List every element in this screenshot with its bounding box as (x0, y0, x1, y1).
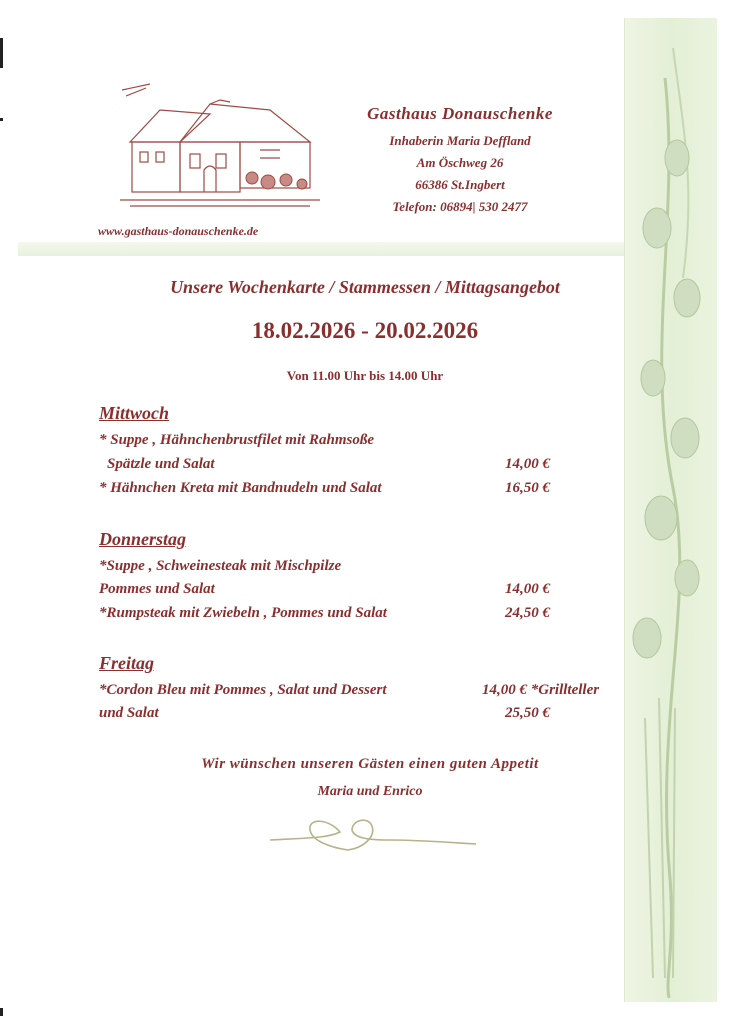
menu-price: 14,00 € *Grillteller (482, 682, 600, 698)
menu-item: *Suppe , Schweinesteak mit Mischpilze (99, 558, 342, 574)
heart-flourish-icon (268, 808, 478, 858)
menu-item: * Hähnchen Kreta mit Bandnudeln und Salat (99, 480, 382, 496)
day-heading-freitag: Freitag (99, 653, 155, 673)
menu-item: Spätzle und Salat (107, 456, 215, 472)
closing-wish: Wir wünschen unseren Gästen einen guten Appetit (201, 756, 539, 772)
day-heading-donnerstag: Donnerstag (99, 529, 187, 549)
scan-edge-mark (0, 118, 3, 121)
inn-house-sketch-icon (120, 82, 320, 212)
date-range: 18.02.2026 - 20.02.2026 (251, 318, 479, 343)
street-line: Am Öschweg 26 (416, 155, 504, 170)
menu-price: 24,50 € (505, 605, 550, 621)
owner-line: Inhaberin Maria Deffland (389, 133, 531, 148)
menu-item: *Rumpsteak mit Zwiebeln , Pommes und Salat (99, 605, 387, 621)
menu-item: und Salat (99, 705, 159, 721)
scan-edge-mark (0, 38, 3, 68)
scan-edge-mark (0, 1008, 3, 1016)
address-block (340, 104, 580, 218)
menu-price: 16,50 € (505, 480, 550, 496)
menu-item: *Cordon Bleu mit Pommes , Salat und Dessert (99, 682, 387, 698)
restaurant-name: Gasthaus Donauschenke (367, 104, 553, 123)
opening-hours: Von 11.00 Uhr bis 14.00 Uhr (286, 368, 444, 383)
hop-vine-decoration-icon (624, 18, 717, 1002)
day-heading-mittwoch: Mittwoch (99, 403, 170, 423)
city-line: 66386 St.Ingbert (415, 177, 505, 192)
website-link[interactable]: www.gasthaus-donauschenke.de (98, 224, 259, 238)
menu-item: Pommes und Salat (99, 581, 215, 597)
menu-item: * Suppe , Hähnchenbrustfilet mit Rahmsoße (99, 432, 375, 448)
menu-price: 14,00 € (505, 456, 550, 472)
menu-price: 25,50 € (505, 705, 550, 721)
menu-price: 14,00 € (505, 581, 550, 597)
header-band (18, 242, 624, 256)
menu-heading: Unsere Wochenkarte / Stammessen / Mittagsangebot (170, 277, 560, 297)
signature: Maria und Enrico (317, 784, 423, 799)
phone-line: Telefon: 06894| 530 2477 (392, 199, 528, 214)
